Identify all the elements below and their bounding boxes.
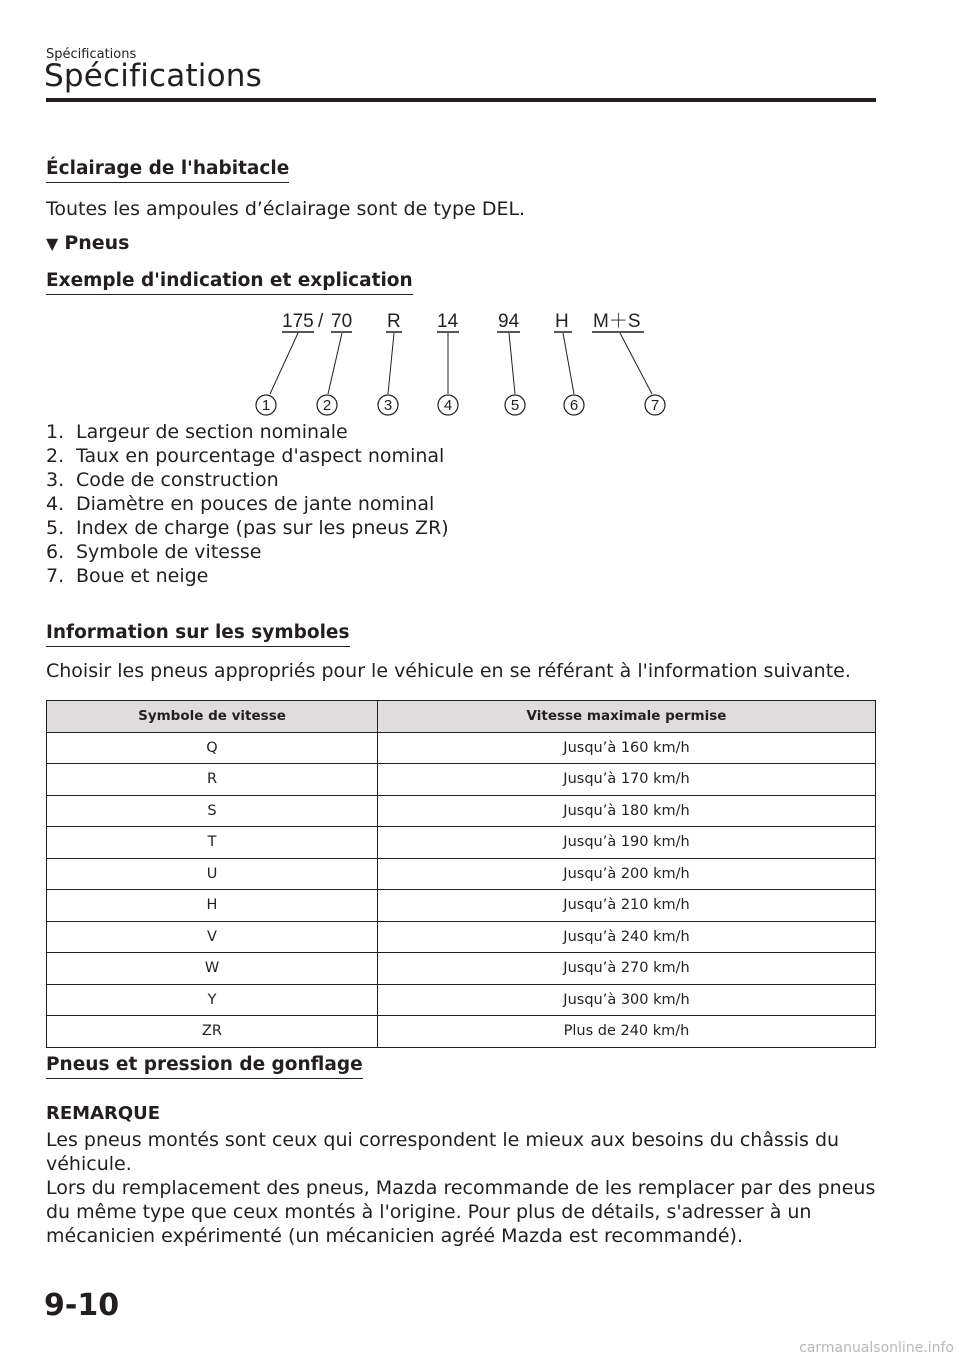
example-heading-wrap: [46, 270, 413, 295]
code-rim: 14: [437, 311, 459, 332]
interior-lighting-text: Toutes les ampoules d’éclairage sont de type DEL.: [46, 198, 526, 220]
table-row: ZR Plus de 240 km/h: [47, 1016, 876, 1048]
leader-1: [270, 333, 298, 394]
list-item: 6. Symbole de vitesse: [46, 541, 262, 563]
callout-4: 4: [443, 397, 453, 414]
list-item: 5. Index de charge (pas sur les pneus ZR): [46, 517, 449, 539]
callout-1: 1: [261, 397, 271, 414]
pressure-heading-wrap: [46, 1054, 363, 1079]
code-load: 94: [498, 311, 520, 332]
table-row: T Jusqu’à 190 km/h: [47, 827, 876, 859]
symbols-heading: Information sur les symboles: [46, 622, 350, 647]
code-width: 175: [282, 311, 314, 332]
callout-5: 5: [510, 397, 520, 414]
tires-heading: [46, 232, 130, 254]
table-row: H Jusqu’à 210 km/h: [47, 890, 876, 922]
example-heading: Exemple d'indication et explication: [46, 270, 413, 295]
table-header-row: [47, 701, 876, 733]
header-max-speed: Vitesse maximale permise: [378, 701, 876, 733]
code-speed: H: [555, 311, 569, 332]
tire-marking-diagram: [0, 300, 960, 425]
code-aspect: 70: [331, 311, 353, 332]
symbols-heading-wrap: [46, 622, 350, 647]
leader-lines: [270, 333, 652, 394]
symbols-intro: Choisir les pneus appropriés pour le véhicule en se référant à l'information suivante.: [46, 660, 851, 682]
list-item: 7. Boue et neige: [46, 565, 209, 587]
page-number: 9-10: [44, 1288, 120, 1323]
leader-6: [563, 333, 574, 394]
tires-heading-label: Pneus: [64, 232, 130, 254]
table-row: S Jusqu’à 180 km/h: [47, 795, 876, 827]
callout-2: 2: [322, 397, 332, 414]
remark-title: REMARQUE: [46, 1103, 161, 1124]
list-item: 3. Code de construction: [46, 469, 279, 491]
interior-lighting-heading-wrap: [46, 158, 289, 183]
list-item: 4. Diamètre en pouces de jante nominal: [46, 493, 435, 515]
table-row: Y Jusqu’à 300 km/h: [47, 984, 876, 1016]
callout-7: 7: [650, 397, 660, 414]
table-row: W Jusqu’à 270 km/h: [47, 953, 876, 985]
list-item: 1. Largeur de section nominale: [46, 421, 348, 443]
callout-3: 3: [383, 397, 393, 414]
table-row: V Jusqu’à 240 km/h: [47, 921, 876, 953]
table-row: R Jusqu’à 170 km/h: [47, 764, 876, 796]
remark-text: Les pneus montés sont ceux qui correspondent le mieux aux besoins du châssis du véhicule. Lors du remplacement des pneus, Mazda recommande de les remplacer par des pneus du même type que ceux montés à l'origine. Pour plus de détails, s'adresser à un mécanicien expérimenté (un mécanicien agréé Mazda est recommandé).: [46, 1129, 876, 1247]
leader-2: [328, 333, 342, 394]
list-item: 2. Taux en pourcentage d'aspect nominal: [46, 445, 445, 467]
code-mud-snow: M＋S: [593, 311, 641, 332]
table-row: U Jusqu’à 200 km/h: [47, 858, 876, 890]
leader-7: [620, 333, 652, 394]
tire-legend-list: [46, 420, 449, 588]
title-rule: [46, 98, 876, 102]
callout-6: 6: [569, 397, 579, 414]
interior-lighting-heading: Éclairage de l'habitacle: [46, 158, 289, 183]
triangle-down-icon: ▼: [46, 234, 59, 253]
code-construction: R: [387, 311, 401, 332]
code-slash: /: [318, 311, 324, 332]
page-title: Spécifications: [44, 58, 262, 94]
section-label: Spécifications: [46, 47, 137, 62]
header-speed-symbol: Symbole de vitesse: [47, 701, 378, 733]
leader-3: [388, 333, 394, 394]
leader-5: [509, 333, 515, 394]
table-row: Q Jusqu’à 160 km/h: [47, 732, 876, 764]
speed-symbol-table: [46, 700, 876, 1048]
watermark: carmanualsonline.info: [799, 1340, 954, 1356]
pressure-heading: Pneus et pression de gonflage: [46, 1054, 363, 1079]
